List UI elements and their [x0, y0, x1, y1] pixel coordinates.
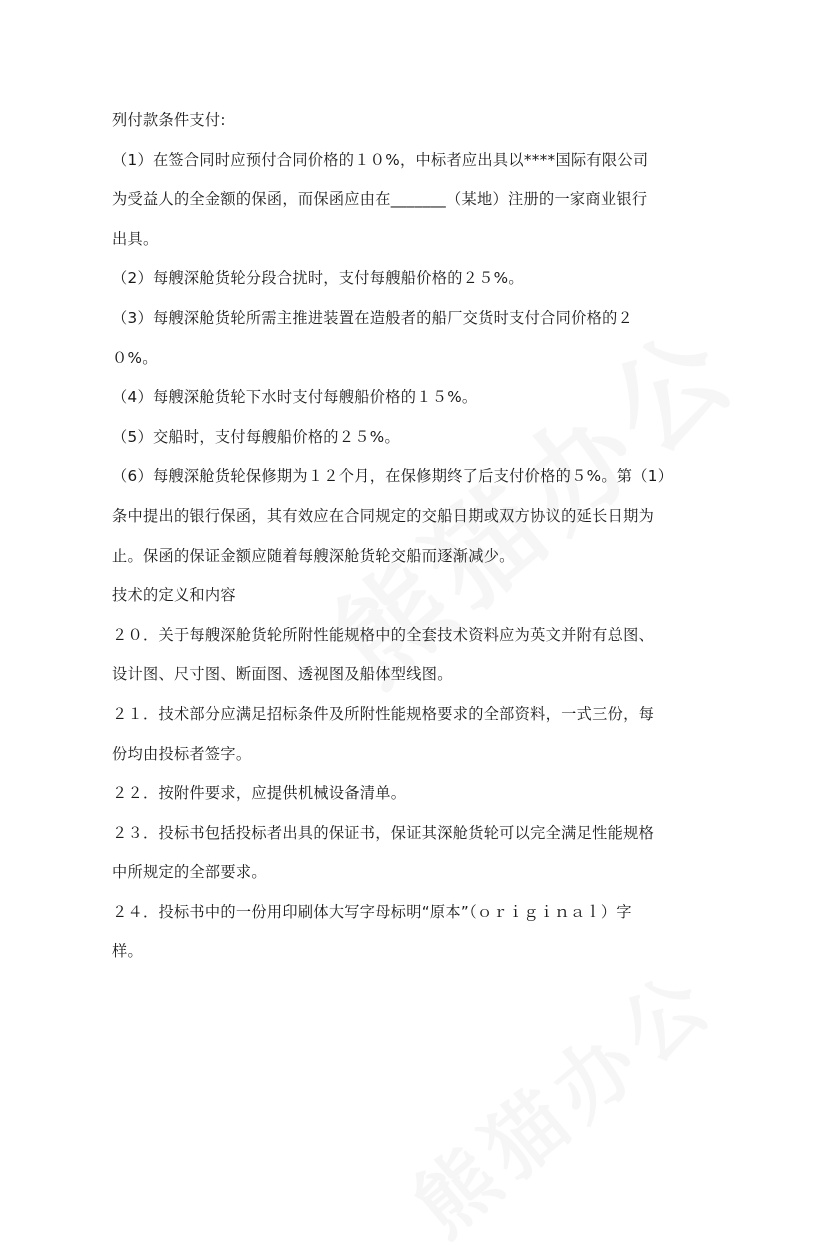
- text-line: 份均由投标者签字。: [112, 744, 252, 763]
- text-line: （3）每艘深舱货轮所需主推进装置在造般者的船厂交货时支付合同价格的２: [112, 308, 634, 327]
- text-line: 样。: [112, 942, 143, 961]
- text-line: 出具。: [112, 229, 159, 248]
- text-line: ２２．按附件要求，应提供机械设备清单。: [112, 784, 407, 803]
- text-line: 为受益人的全金额的保函，而保函应由在_______（某地）注册的一家商业银行: [112, 190, 648, 209]
- text-line: ２３．投标书包括投标者出具的保证书，保证其深舱货轮可以完全满足性能规格: [112, 823, 655, 842]
- text-line: 中所规定的全部要求。: [112, 863, 267, 882]
- text-line: ２０．关于每艘深舱货轮所附性能规格中的全套技术资料应为英文并附有总图、: [112, 625, 655, 644]
- watermark-secondary: [385, 938, 735, 1257]
- text-line: ２４．投标书中的一份用印刷体大写字母标明“原本”（ｏｒｉｇｉｎａｌ）字: [112, 902, 632, 921]
- text-line: 条中提出的银行保函，其有效应在合同规定的交船日期或双方协议的延长日期为: [112, 506, 655, 525]
- section-heading: 技术的定义和内容: [112, 586, 236, 605]
- text-line: 列付款条件支付:: [112, 111, 226, 129]
- text-line: 设计图、尺寸图、断面图、透视图及船体型线图。: [112, 665, 453, 684]
- text-line: ２１．技术部分应满足招标条件及所附性能规格要求的全部资料，一式三份，每: [112, 704, 655, 723]
- text-line: 止。保函的保证金额应随着每艘深舱货轮交船而逐渐减少。: [112, 546, 515, 565]
- text-line: （5）交船时，支付每艘船价格的２５%。: [112, 427, 400, 446]
- text-line: （2）每艘深舱货轮分段合扰时，支付每艘船价格的２５%。: [112, 269, 524, 288]
- text-line: （6）每艘深舱货轮保修期为１２个月，在保修期终了后支付价格的５%。第（1）: [112, 467, 674, 486]
- text-line: （1）在签合同时应预付合同价格的１０%，中标者应出具以****国际有限公司: [112, 150, 649, 169]
- text-line: ０%。: [112, 348, 158, 367]
- text-line: （4）每艘深舱货轮下水时支付每艘船价格的１５%。: [112, 388, 478, 407]
